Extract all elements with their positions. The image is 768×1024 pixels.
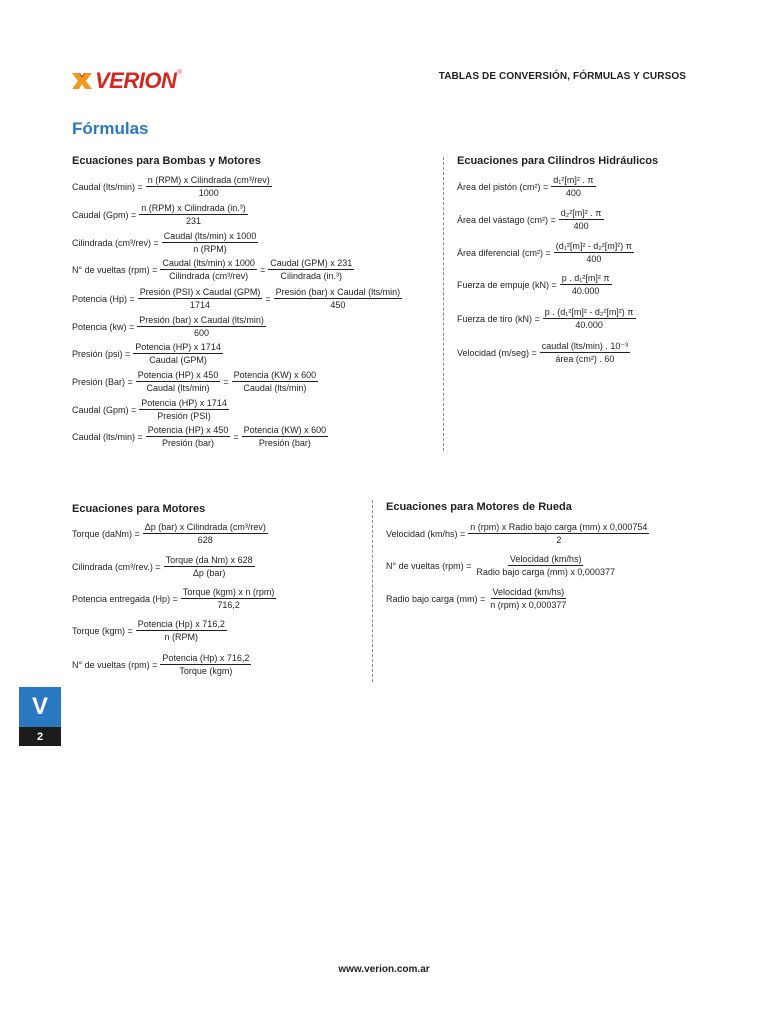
- fraction: [181, 587, 277, 610]
- logo-wordmark: VERION: [95, 68, 177, 93]
- fraction: [488, 587, 568, 610]
- numerator: Δp (bar) x Cilindrada (cm³/rev): [144, 522, 266, 532]
- fraction: [559, 208, 604, 231]
- section-title-bombas: Ecuaciones para Bombas y Motores: [72, 155, 261, 167]
- numerator: Potencia (Hp) x 716,2: [137, 619, 225, 629]
- fraction: [162, 231, 259, 254]
- denominator: Cilindrada (in.³): [280, 271, 342, 281]
- denominator: n (RPM): [193, 244, 227, 254]
- numerator: Torque (kgm) x n (rpm): [182, 587, 275, 597]
- column-divider-top: [443, 157, 444, 451]
- denominator: 600: [194, 328, 210, 338]
- denominator: n (rpm) x 0,000377: [490, 600, 567, 610]
- formula-row: [72, 425, 328, 448]
- page-title: Fórmulas: [72, 119, 149, 138]
- formula-label: Fuerza de tiro (kN) =: [457, 313, 540, 324]
- formula-label: Torque (daNm) =: [72, 528, 140, 539]
- verion-logo: [72, 68, 182, 94]
- numerator: Torque (da Nm) x 628: [165, 555, 253, 565]
- numerator: caudal (lts/min) . 10⁻³: [541, 341, 629, 351]
- logo-registered-mark: ®: [177, 70, 182, 76]
- formula-row: [457, 273, 612, 296]
- formula-label: Potencia (kw) =: [72, 321, 135, 332]
- fraction: [146, 425, 231, 448]
- fraction: [160, 653, 251, 676]
- denominator: 40.000: [571, 286, 600, 296]
- formula-row: [72, 587, 276, 610]
- denominator: n (RPM): [164, 632, 199, 642]
- numerator: Presión (bar) x Caudal (lts/min): [139, 315, 264, 325]
- equals-sign: =: [223, 376, 229, 387]
- page-number: 2: [19, 727, 61, 746]
- formula-row: [72, 315, 266, 338]
- formula-label: N° de vueltas (rpm) =: [72, 659, 158, 670]
- numerator: Potencia (HP) x 1714: [141, 398, 227, 408]
- fraction: [268, 258, 354, 281]
- formula-row: [72, 231, 258, 254]
- formula-row: [72, 653, 251, 676]
- denominator: Caudal (lts/min): [146, 383, 210, 393]
- formula-label: Velocidad (m/seg) =: [457, 347, 537, 358]
- formula-row: [72, 522, 268, 545]
- section-title-cilindros: Ecuaciones para Cilindros Hidráulicos: [457, 155, 659, 167]
- numerator: Potencia (Hp) x 716,2: [162, 653, 250, 663]
- chapter-tab-letter: V: [19, 687, 61, 727]
- denominator: 628: [197, 535, 213, 545]
- formula-label: Caudal (lts/min) =: [72, 181, 143, 192]
- formula-row: [457, 241, 634, 264]
- fraction: [146, 175, 272, 198]
- fraction: [137, 315, 266, 338]
- numerator: n (rpm) x Radio bajo carga (mm) x 0,000754: [470, 522, 648, 532]
- numerator: Potencia (HP) x 450: [147, 425, 229, 435]
- numerator: n (RPM) x Cilindrada (cm³/rev): [147, 175, 270, 185]
- numerator: p . d₁²[m]² π: [561, 273, 610, 283]
- fraction: [474, 554, 617, 577]
- formula-row: [72, 342, 223, 365]
- formula-label: Caudal (Gpm) =: [72, 404, 137, 415]
- fraction: [138, 287, 263, 310]
- denominator: 2: [556, 535, 562, 545]
- formula-label: Caudal (Gpm) =: [72, 209, 137, 220]
- fraction: [232, 370, 319, 393]
- denominator: Δp (bar): [192, 568, 226, 578]
- numerator: Potencia (HP) x 1714: [135, 342, 221, 352]
- fraction: [551, 175, 595, 198]
- numerator: Presión (PSI) x Caudal (GPM): [139, 287, 261, 297]
- formula-label: Velocidad (km/hs) =: [386, 528, 466, 539]
- fraction: [136, 370, 221, 393]
- formula-label: Área del vástago (cm²) =: [457, 214, 556, 225]
- formula-row: [457, 341, 630, 364]
- formula-row: [72, 619, 227, 642]
- numerator: (d₁²[m]² - d₂²[m]²) π: [555, 241, 633, 251]
- denominator: 1000: [198, 188, 219, 198]
- equals-sign: =: [265, 293, 271, 304]
- formula-label: Área diferencial (cm²) =: [457, 247, 551, 258]
- formula-label: Potencia (Hp) =: [72, 293, 135, 304]
- fraction: [136, 619, 227, 642]
- formula-label: Presión (psi) =: [72, 348, 131, 359]
- formula-label: Presión (Bar) =: [72, 376, 133, 387]
- numerator: Caudal (lts/min) x 1000: [162, 258, 255, 268]
- denominator: 716,2: [217, 600, 240, 610]
- verion-logo-icon: [72, 73, 92, 89]
- numerator: Potencia (HP) x 450: [137, 370, 219, 380]
- fraction: [139, 203, 248, 226]
- denominator: 400: [565, 188, 581, 198]
- formula-label: Fuerza de empuje (kN) =: [457, 279, 557, 290]
- footer-url: www.verion.com.ar: [338, 964, 430, 975]
- numerator: Presión (bar) x Caudal (lts/min): [275, 287, 401, 297]
- column-divider-bottom: [372, 500, 373, 682]
- formula-label: Caudal (lts/min) =: [72, 431, 143, 442]
- denominator: Torque (kgm): [179, 666, 233, 676]
- fraction: [164, 555, 255, 578]
- denominator: 450: [330, 300, 346, 310]
- formula-label: Área del pistón (cm²) =: [457, 181, 549, 192]
- fraction: [554, 241, 634, 264]
- formula-label: Potencia entregada (Hp) =: [72, 593, 178, 604]
- numerator: Potencia (KW) x 600: [233, 370, 317, 380]
- denominator: 231: [186, 216, 202, 226]
- formula-row: [386, 587, 568, 610]
- denominator: Presión (bar): [258, 438, 311, 448]
- fraction: [543, 307, 636, 330]
- denominator: 400: [586, 254, 602, 264]
- formula-row: [72, 555, 255, 578]
- numerator: d₁²[m]² . π: [553, 175, 594, 185]
- fraction: [139, 398, 229, 421]
- formula-label: Cilindrada (cm³/rev) =: [72, 237, 159, 248]
- denominator: área (cm²) . 60: [555, 354, 615, 364]
- formula-row: [457, 175, 596, 198]
- formula-row: [386, 522, 649, 545]
- denominator: Cilindrada (cm³/rev): [169, 271, 249, 281]
- fraction: [540, 341, 630, 364]
- fraction: [560, 273, 612, 296]
- denominator: Presión (bar): [162, 438, 215, 448]
- numerator: Velocidad (km/hs): [492, 587, 565, 597]
- equals-sign: =: [233, 431, 239, 442]
- numerator: Caudal (GPM) x 231: [270, 258, 353, 268]
- formula-label: Torque (kgm) =: [72, 625, 133, 636]
- denominator: 1714: [190, 300, 211, 310]
- numerator: p . (d₁²[m]² - d₂²[m]²) π: [544, 307, 634, 317]
- formula-row: [72, 287, 402, 310]
- formula-label: Radio bajo carga (mm) =: [386, 593, 486, 604]
- formula-row: [72, 203, 248, 226]
- denominator: Caudal (GPM): [149, 355, 207, 365]
- fraction: [143, 522, 268, 545]
- numerator: Caudal (lts/min) x 1000: [163, 231, 257, 241]
- denominator: 40.000: [575, 320, 603, 330]
- numerator: Potencia (KW) x 600: [243, 425, 327, 435]
- fraction: [468, 522, 649, 545]
- denominator: Presión (PSI): [157, 411, 211, 421]
- fraction: [274, 287, 403, 310]
- numerator: Velocidad (km/hs): [509, 554, 582, 564]
- fraction: [160, 258, 257, 281]
- denominator: Radio bajo carga (mm) x 0,000377: [476, 567, 615, 577]
- formula-label: N° de vueltas (rpm) =: [386, 560, 472, 571]
- denominator: 400: [573, 221, 589, 231]
- fraction: [242, 425, 329, 448]
- section-title-motores: Ecuaciones para Motores: [72, 503, 206, 515]
- header-title: TABLAS DE CONVERSIÓN, FÓRMULAS Y CURSOS: [438, 71, 686, 82]
- formula-row: [72, 175, 272, 198]
- section-title-rueda: Ecuaciones para Motores de Rueda: [386, 501, 572, 513]
- formula-label: N° de vueltas (rpm) =: [72, 264, 158, 275]
- formula-row: [457, 307, 636, 330]
- equals-sign: =: [259, 264, 266, 275]
- numerator: n (RPM) x Cilindrada (in.³): [141, 203, 246, 213]
- formula-label: Cilindrada (cm³/rev.) =: [72, 561, 161, 572]
- formula-row: [72, 370, 318, 393]
- formula-row: [72, 398, 229, 421]
- numerator: d₂²[m]² . π: [560, 208, 602, 218]
- denominator: Caudal (lts/min): [243, 383, 307, 393]
- formula-row: [386, 554, 617, 577]
- fraction: [133, 342, 223, 365]
- formula-row: [72, 258, 354, 281]
- formula-row: [457, 208, 604, 231]
